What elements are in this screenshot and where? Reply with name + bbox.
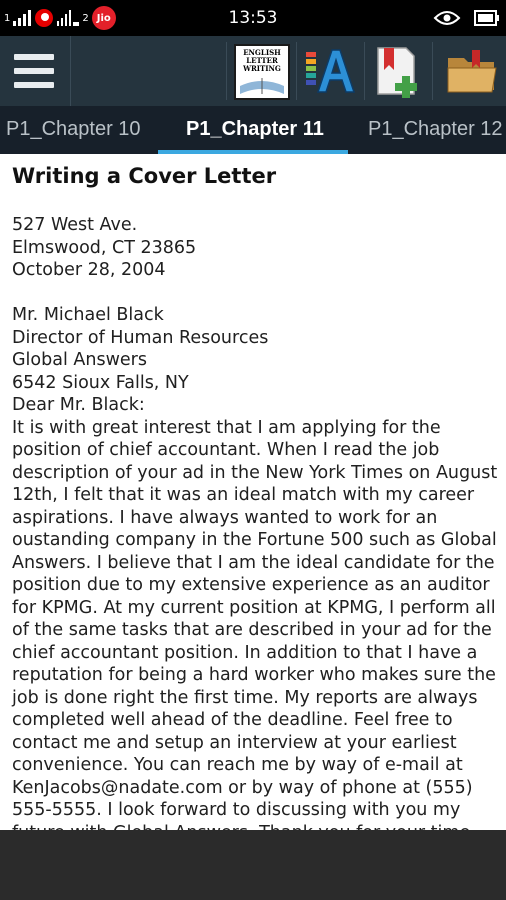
article-body: 527 West Ave. Elmswood, CT 23865 October 28, 2004 Mr. Michael Black Director of Human Resources Global Answers 6542 Sioux Falls, NY Dear Mr. Black: It is with great interest that I am applying for the position of chief accountant. When I read the job description of your ad in the New York Times on August 12th, I felt that it was an ideal match with my career aspirations. I have always wanted to work for an oustanding company in the Fortune 500 such as Global Answers. I believe that I am the ideal candidate for the position due to my extensive experience as an auditor for KPMG. At my current position at KPMG, I perform all of the same tasks that are described in your ad for the chief accountant position. In addition to that I have a reputation for being a hard worker who makes sure the job is done right the first time. My reports are always completed well ahead of the deadline. Feel free to contact me and setup an interview at your earliest convenience. You can reach me by way of e-mail at KenJacobs@nadate.com or by way of phone at (555) 555-5555. I look forward to discussing with you my: [12, 215, 498, 820]
text-format-icon: [300, 42, 358, 100]
tab-p1-chapter-10[interactable]: P1_Chapter 10: [6, 118, 141, 140]
tab-p1-chapter-11[interactable]: P1_Chapter 11: [186, 118, 324, 140]
hamburger-menu-button[interactable]: [0, 36, 71, 106]
font-size-button[interactable]: [300, 42, 358, 100]
hamburger-line: [14, 68, 54, 74]
hamburger-line: [14, 82, 54, 88]
toolbar-divider: [296, 42, 297, 100]
toolbar-divider: [364, 42, 365, 100]
article-title: Writing a Cover Letter: [12, 164, 277, 188]
app-logo-text: ENGLISH LETTER WRITING: [243, 48, 281, 73]
eye-icon: [434, 10, 460, 26]
status-bar: [0, 0, 506, 36]
app-logo-icon[interactable]: [234, 44, 290, 100]
folder-icon: [442, 42, 500, 100]
sim2-label: 2: [82, 12, 89, 24]
toolbar-divider: [226, 42, 227, 100]
app-toolbar: [0, 36, 506, 106]
bottom-panel: [0, 830, 506, 900]
jio-badge: Jio: [92, 6, 116, 30]
add-bookmark-button[interactable]: [368, 42, 426, 100]
sim1-label: 1: [4, 12, 11, 24]
article-content[interactable]: [0, 154, 506, 830]
tab-p1-chapter-12[interactable]: P1_Chapter 12: [368, 118, 503, 140]
add-bookmark-icon: [368, 42, 426, 100]
hamburger-line: [14, 54, 54, 60]
battery-icon: [474, 10, 500, 26]
status-right-icons: [434, 6, 500, 30]
status-time: 13:53: [228, 8, 278, 28]
toolbar-divider: [432, 42, 433, 100]
chapter-tabs: [0, 106, 506, 154]
bookmarks-folder-button[interactable]: [442, 42, 500, 100]
